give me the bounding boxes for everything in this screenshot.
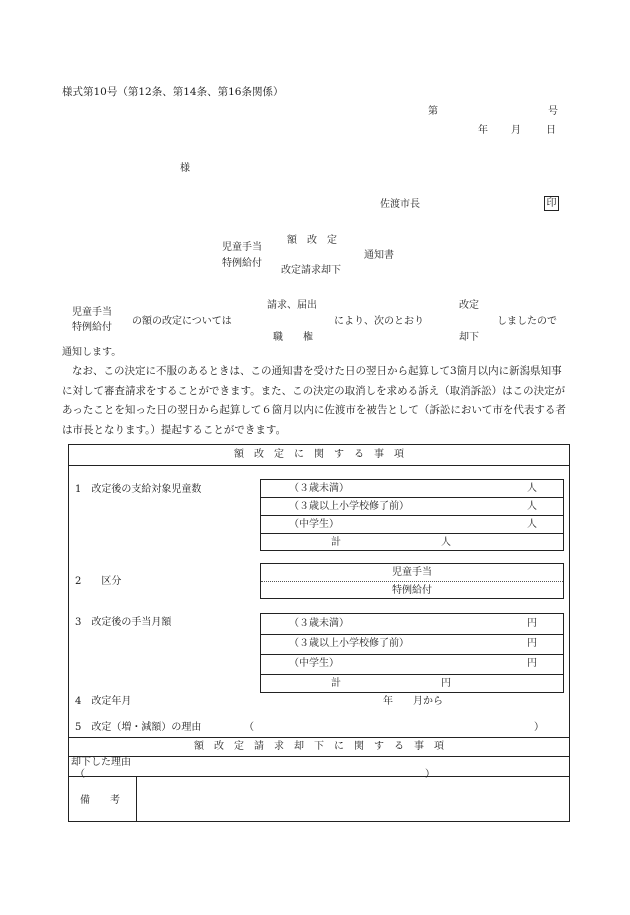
amount-unit-1: 円 (527, 618, 537, 629)
category-child-allowance: 児童手当 (392, 567, 432, 578)
count-unit-1: 人 (527, 483, 537, 494)
sentence-part-3: しましたので (497, 316, 557, 327)
title-kind-1: 児童手当 (222, 242, 262, 253)
form-number: 様式第10号（第12条、第14条、第16条関係） (62, 86, 284, 98)
item3-label: 3 改定後の手当月額 (75, 617, 172, 628)
date-day: 日 (546, 125, 556, 136)
sentence-kind-2: 特例給付 (72, 322, 112, 333)
item4-year: 年 (383, 696, 393, 707)
appeal-notice: なお、この決定に不服のあるときは、この通知書を受けた日の翌日から起算して3箇月以内に新潟県知事に対して審査請求をすることができます。また、この決定の取消しを求める訴え（取消訴訟）はこの決定があったことを知った日の翌日から起算して６箇月以内に佐渡市を被告として（訴訟において市を代表する者は市長となります。）提起することができます。 (62, 365, 566, 436)
number-dai: 第 (428, 106, 438, 117)
amount-total-label: 計 (331, 678, 341, 689)
count-total-unit: 人 (441, 537, 451, 548)
amount-row-elementary: （３歳以上小学校修了前） (289, 638, 409, 649)
count-total-label: 計 (331, 537, 341, 548)
count-unit-2: 人 (527, 501, 537, 512)
child-count-box (260, 479, 564, 551)
amount-row-under3: （３歳未満） (289, 618, 349, 629)
amount-row-junior: （中学生） (289, 658, 339, 669)
sentence-mid-bottom: 職 権 (273, 332, 313, 343)
title-kind-2: 特例給付 (222, 258, 262, 269)
title-suffix: 通知書 (364, 250, 394, 261)
item2-label: 2 区分 (75, 576, 122, 587)
title-action-bottom: 改定請求却下 (281, 265, 341, 276)
reject-close-paren: ） (425, 769, 435, 780)
item4-month-from: 月から (413, 696, 443, 707)
item5-open-paren: （ (244, 722, 254, 733)
reject-header: 額 改 定 請 求 却 下 に 関 す る 事 項 (194, 741, 444, 752)
sentence-part-2: により、次のとおり (334, 316, 424, 327)
sentence-opt-bottom: 却下 (459, 332, 479, 343)
item5-close-paren: ） (534, 722, 544, 733)
sentence-part-1: の額の改定については (132, 316, 232, 327)
amount-unit-2: 円 (527, 638, 537, 649)
reject-reason-label: 却下した理由 (71, 757, 131, 768)
amount-total-unit: 円 (441, 678, 451, 689)
item5-label: 5 改定（増・減額）の理由 (75, 722, 202, 733)
category-special-benefit: 特例給付 (392, 585, 432, 596)
mayor-name: 佐渡市長 (380, 199, 420, 210)
number-go: 号 (548, 106, 558, 117)
title-action-top: 額 改 定 (287, 235, 337, 246)
addressee-sama: 様 (180, 163, 190, 174)
remarks-label: 備 考 (80, 795, 120, 806)
remarks-divider (68, 776, 570, 777)
table-header: 額 改 定 に 関 す る 事 項 (234, 449, 404, 460)
category-box (260, 563, 564, 599)
sentence-kind-1: 児童手当 (72, 307, 112, 318)
sentence-opt-top: 改定 (459, 300, 479, 311)
sentence-mid-top: 請求、届出 (267, 300, 317, 311)
item1-label: 1 改定後の支給対象児童数 (75, 484, 202, 495)
date-month: 月 (511, 125, 521, 136)
reject-open-paren: （ (75, 769, 85, 780)
count-row-junior: （中学生） (289, 519, 339, 530)
monthly-amount-box (260, 613, 564, 693)
count-row-under3: （３歳未満） (289, 483, 349, 494)
details-table (68, 444, 570, 822)
remarks-vertical-divider (136, 777, 137, 821)
seal-stamp: 印 (544, 196, 559, 211)
date-year: 年 (478, 125, 488, 136)
sentence-continuation: 通知します。 (62, 347, 122, 358)
count-unit-3: 人 (527, 519, 537, 530)
item4-label: 4 改定年月 (75, 696, 132, 707)
count-row-elementary: （３歳以上小学校修了前） (289, 501, 409, 512)
amount-unit-3: 円 (527, 658, 537, 669)
